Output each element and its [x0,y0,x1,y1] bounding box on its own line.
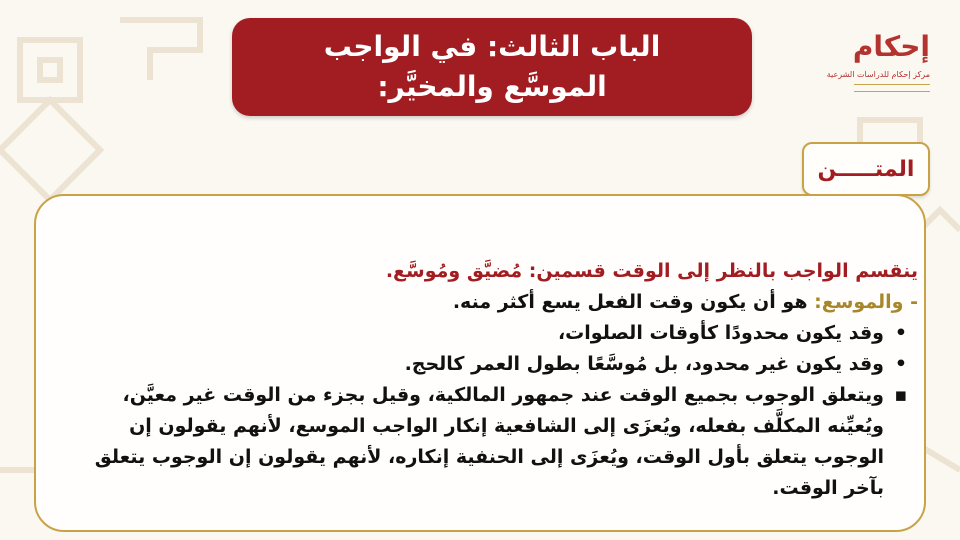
logo-decoration [854,84,930,92]
list-item-text: وقد يكون محدودًا كأوقات الصلوات، [557,322,884,344]
chapter-title-line-1: الباب الثالث: في الواجب [323,30,661,63]
chapter-title [232,18,752,116]
wide-label: - والموسع: [814,291,918,313]
content-text [76,256,918,504]
square-bullet-icon: ▪ [894,384,908,406]
logo-subtitle: مركز إحكام للدراسات الشرعية [826,70,930,79]
list-item [76,318,918,349]
list-item [76,349,918,380]
logo-wordmark: إحكام [852,30,930,63]
section-label-text: المتـــــن [817,156,915,182]
list-item-text: ويتعلق الوجوب بجميع الوقت عند جمهور المالكية، وقيل بجزء من الوقت غير معيَّن، ويُعيِّنه المكلَّف بفعله، ويُعزَى إلى الشافعية إنكار الواجب الموسع، لأنهم يقولون إن الوجوب يتعلق بأول الوقت، ويُعزَى إلى الحنفية إنكاره، لأنهم يقولون إن الوجوب يتعلق بآخر الوقت. [94,384,884,499]
list-item-text: وقد يكون غير محدود، بل مُوسَّعًا بطول العمر كالحج. [404,353,884,375]
wide-definition-text: هو أن يكون وقت الفعل يسع أكثر منه. [452,291,808,313]
bullet-icon: • [894,353,908,375]
intro-sentence: ينقسم الواجب بالنظر إلى الوقت قسمين: مُضيَّق ومُوسَّع. [385,260,918,282]
chapter-title-line-2: الموسَّع والمخيَّر: [377,70,607,103]
section-label [802,142,930,196]
wide-definition [76,287,918,318]
bullet-icon: • [894,322,908,344]
ihkam-logo [826,26,930,96]
list-item [76,380,918,504]
